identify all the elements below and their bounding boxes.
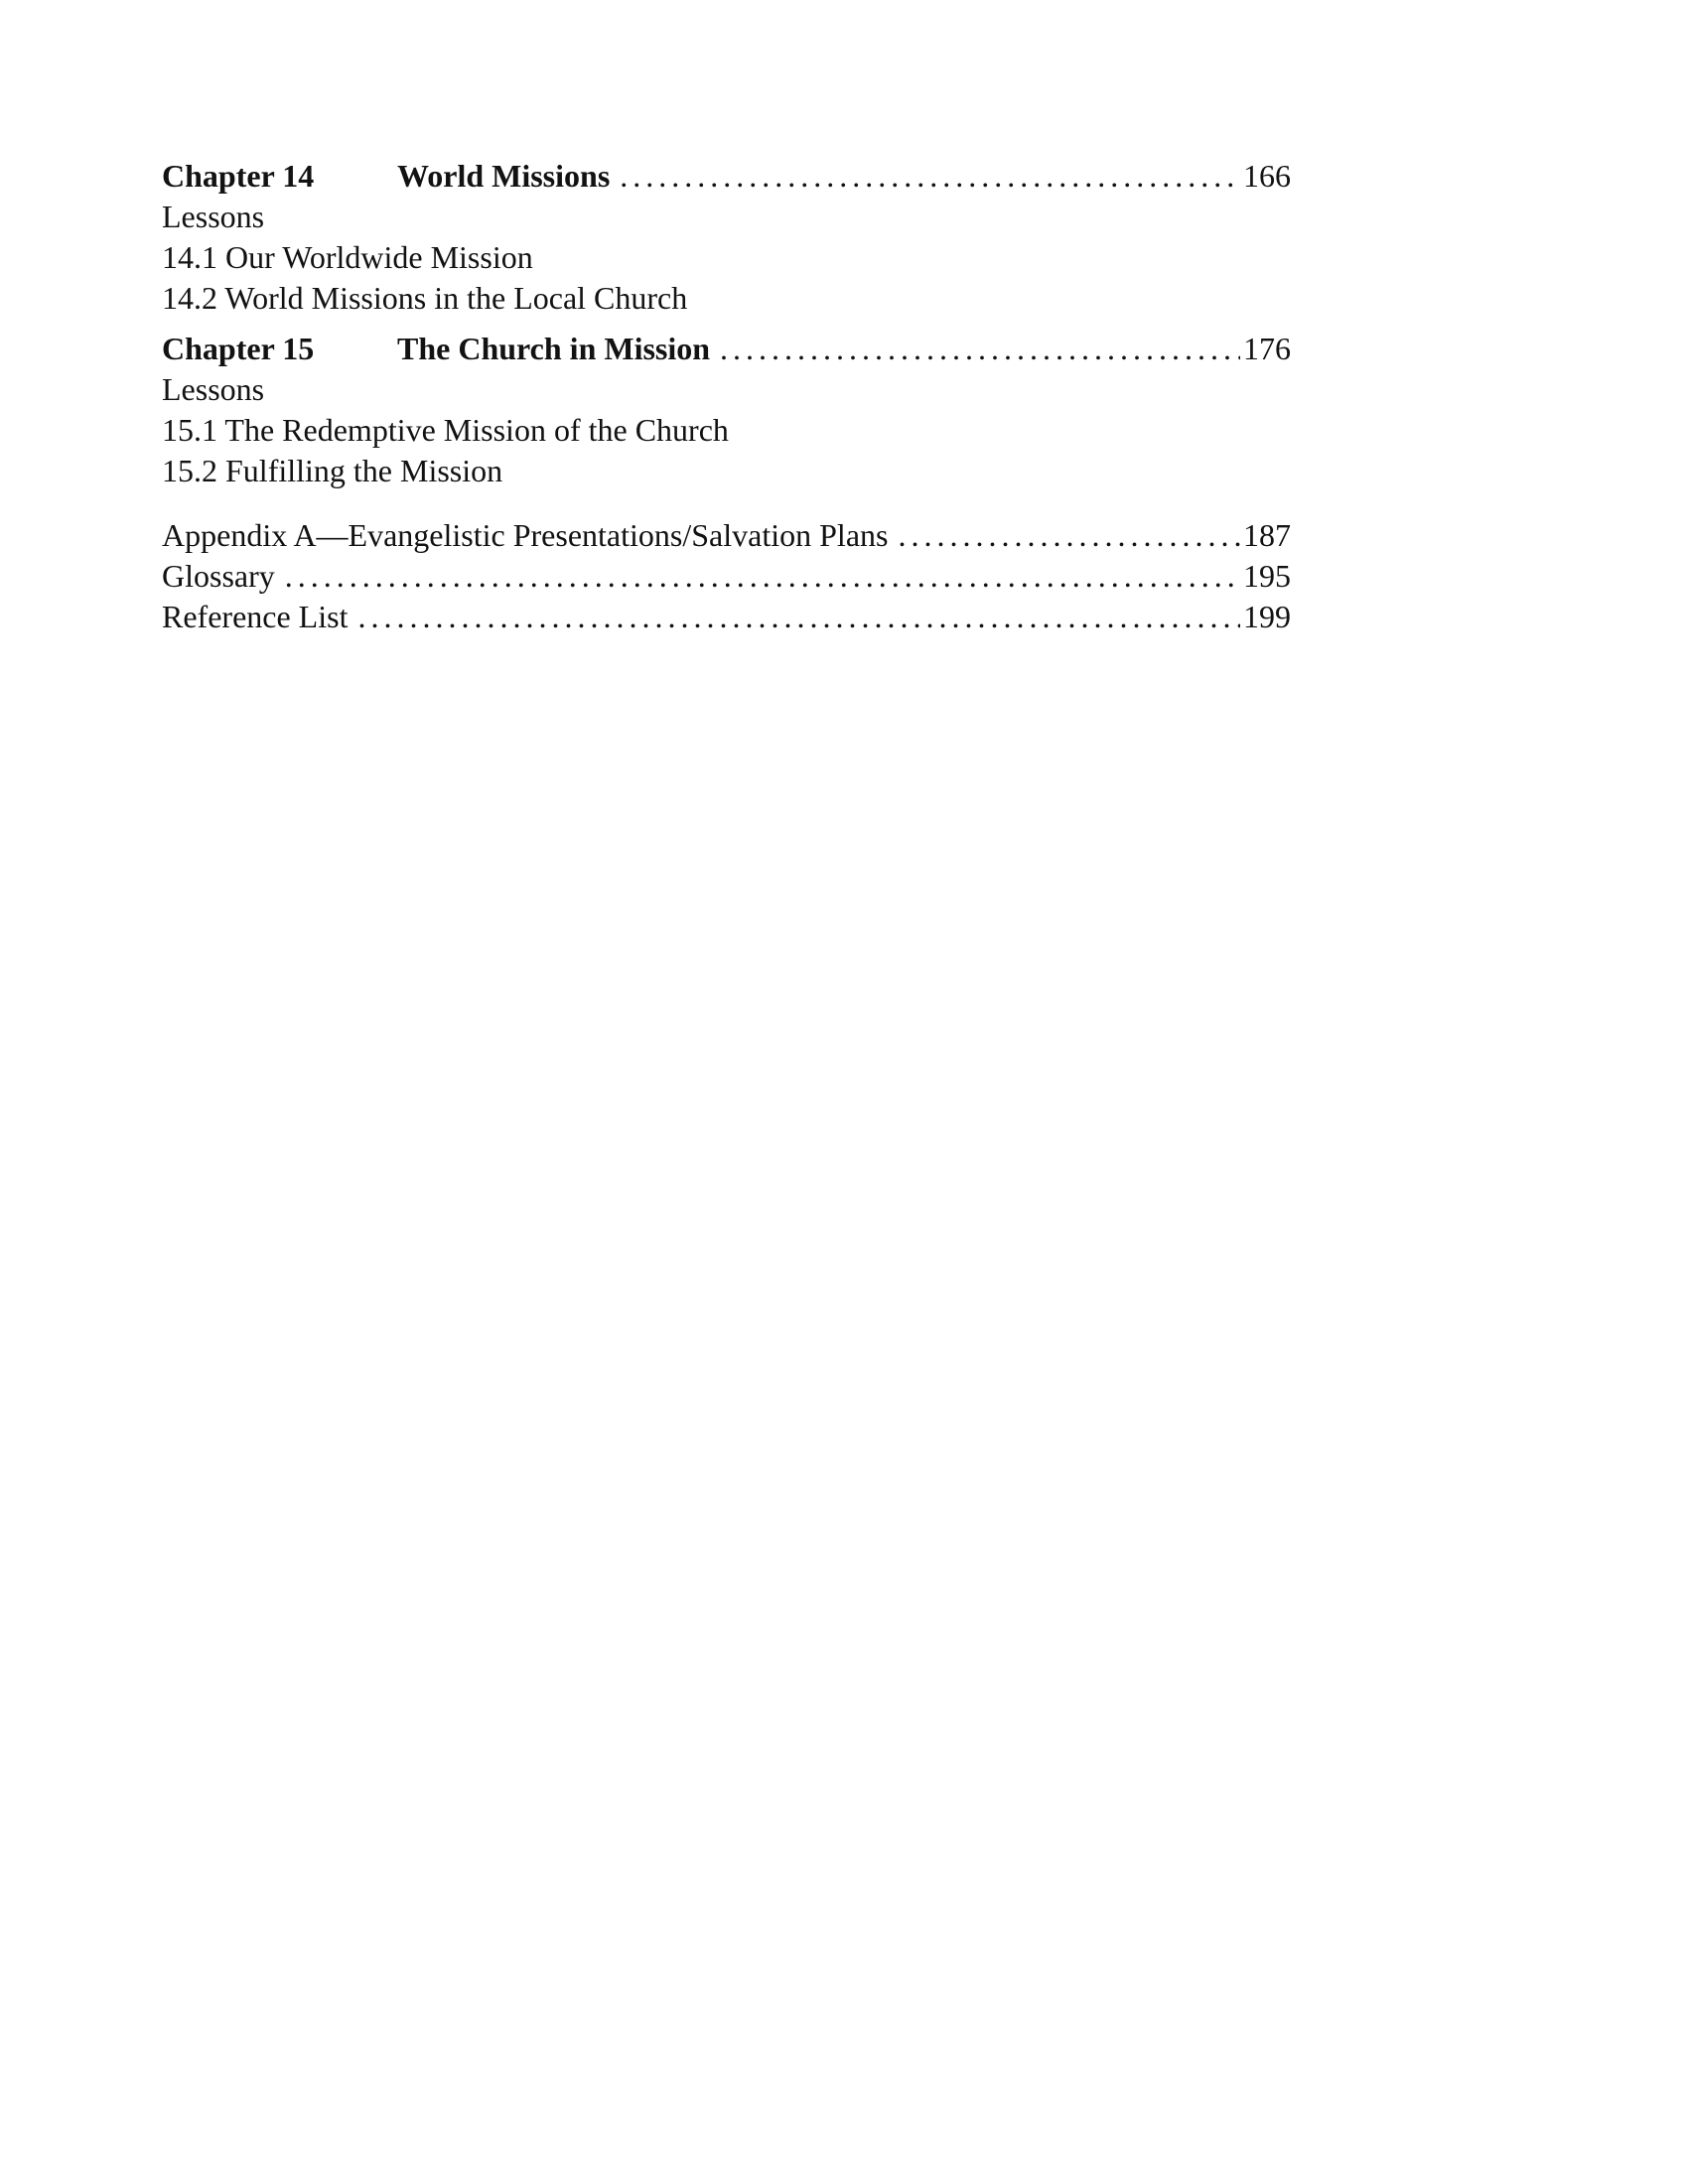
toc-section-chapter-14: [162, 156, 1291, 319]
chapter-title: The Church in Mission: [397, 331, 711, 366]
lesson-item: 14.1 Our Worldwide Mission: [162, 239, 533, 275]
lesson-item: 14.2 World Missions in the Local Church: [162, 280, 688, 316]
chapter-label: Chapter 14: [162, 158, 315, 194]
page-number: 199: [1243, 599, 1291, 634]
dot-leader: [720, 329, 1240, 369]
page-number: 176: [1243, 331, 1291, 366]
toc-entry-glossary: [162, 556, 1291, 597]
toc-entry-appendix-a: [162, 515, 1291, 556]
toc-back-matter: [162, 515, 1291, 637]
toc-entry-chapter-14: [162, 156, 1291, 197]
lessons-heading: Lessons: [162, 199, 265, 234]
back-matter-title: Reference List: [162, 599, 349, 634]
page-number: 195: [1243, 558, 1291, 594]
toc-section-chapter-15: [162, 329, 1291, 491]
dot-leader: [357, 597, 1240, 637]
lesson-item: 15.1 The Redemptive Mission of the Church: [162, 412, 729, 448]
table-of-contents-page: [162, 156, 1291, 637]
dot-leader: [285, 556, 1240, 597]
page-number: 166: [1243, 158, 1291, 194]
chapter-label: Chapter 15: [162, 331, 315, 366]
toc-entry-chapter-15: [162, 329, 1291, 369]
page-number: 187: [1243, 517, 1291, 553]
back-matter-title: Appendix A—Evangelistic Presentations/Salvation Plans: [162, 517, 889, 553]
lesson-item: 15.2 Fulfilling the Mission: [162, 453, 503, 488]
lessons-heading: Lessons: [162, 371, 265, 407]
back-matter-title: Glossary: [162, 558, 275, 594]
dot-leader: [620, 156, 1240, 197]
toc-entry-reference-list: [162, 597, 1291, 637]
chapter-title: World Missions: [397, 158, 611, 194]
dot-leader: [898, 515, 1240, 556]
